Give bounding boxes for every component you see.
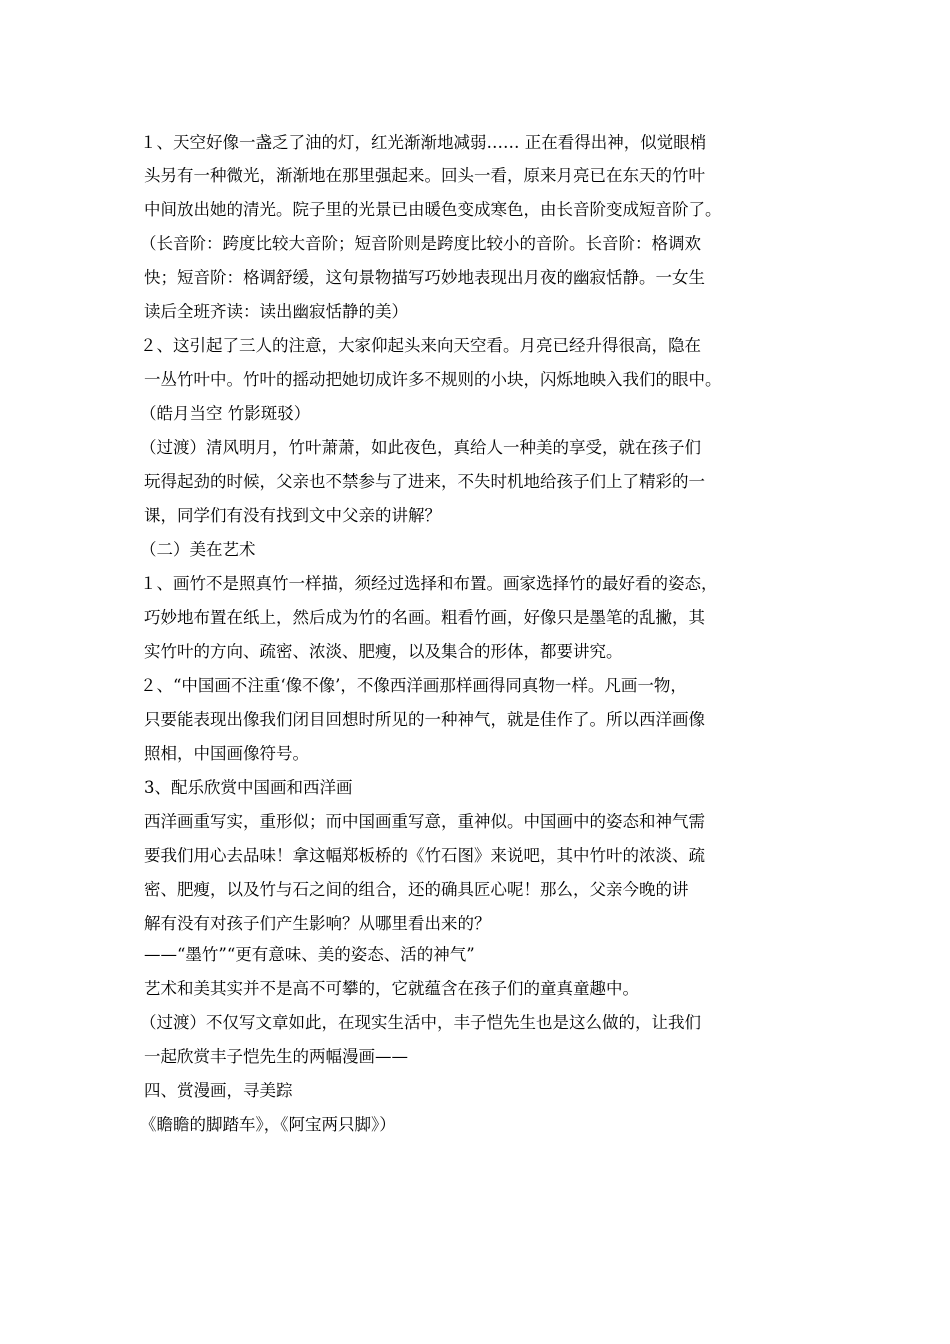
text-line: 一起欣赏丰子恺先生的两幅漫画—— (144, 1047, 408, 1066)
text-line: 艺术和美其实并不是高不可攀的，它就蕴含在孩子们的童真童趣中。 (144, 979, 639, 998)
text-line: 照相，中国画像符号。 (144, 744, 309, 763)
text-line: 实竹叶的方向、疏密、浓淡、肥瘦，以及集合的形体，都要讲究。 (144, 642, 623, 661)
text-line: 快；短音阶：格调舒缓，这句景物描写巧妙地表现出月夜的幽寂恬静。一女生 (144, 268, 705, 287)
text-line: 西洋画重写实，重形似；而中国画重写意，重神似。中国画中的姿态和神气需 (144, 812, 705, 831)
text-line: 巧妙地布置在纸上，然后成为竹的名画。粗看竹画，好像只是墨笔的乱撇，其 (144, 608, 705, 627)
text-line: ２、“中国画不注重‘像不像’，不像西洋画那样画得同真物一样。凡画一物， (140, 676, 687, 695)
text-line: （过渡）不仅写文章如此，在现实生活中，丰子恺先生也是这么做的，让我们 (140, 1013, 701, 1032)
text-line: １、画竹不是照真竹一样描，须经过选择和布置。画家选择竹的最好看的姿态， (140, 574, 718, 593)
text-line: １、天空好像一盏乏了油的灯，红光渐渐地减弱…… 正在看得出神，似觉眼梢 (140, 133, 707, 152)
text-line: 解有没有对孩子们产生影响？从哪里看出来的？ (144, 914, 491, 933)
text-line: 3、配乐欣赏中国画和西洋画 (144, 778, 353, 797)
section-heading: 四、赏漫画，寻美踪 (144, 1081, 293, 1100)
text-line: 课，同学们有没有找到文中父亲的讲解？ (144, 506, 441, 525)
text-line: 《瞻瞻的脚踏车》，《阿宝两只脚》） (140, 1115, 396, 1134)
text-line: ２、这引起了三人的注意，大家仰起头来向天空看。月亮已经升得很高，隐在 (140, 336, 701, 355)
section-heading: （二）美在艺术 (140, 540, 256, 559)
text-line: 中间放出她的清光。院子里的光景已由暖色变成寒色，由长音阶变成短音阶了。 (144, 200, 722, 219)
text-line: （皓月当空 竹影斑驳） (140, 404, 311, 423)
text-line: （长音阶：跨度比较大音阶；短音阶则是跨度比较小的音阶。长音阶：格调欢 (140, 234, 701, 253)
text-line: 一丛竹叶中。竹叶的摇动把她切成许多不规则的小块，闪烁地映入我们的眼中。 (144, 370, 722, 389)
text-line: 头另有一种微光，渐渐地在那里强起来。回头一看，原来月亮已在东天的竹叶 (144, 166, 705, 185)
text-line: 只要能表现出像我们闭目回想时所见的一种神气，就是佳作了。所以西洋画像 (144, 710, 705, 729)
text-line: ——“墨竹”“更有意味、美的姿态、活的神气” (144, 945, 475, 964)
text-line: （过渡）清风明月，竹叶萧萧，如此夜色，真给人一种美的享受，就在孩子们 (140, 438, 701, 457)
text-line: 密、肥瘦，以及竹与石之间的组合，还的确具匠心呢！那么，父亲今晚的讲 (144, 880, 689, 899)
text-line: 读后全班齐读：读出幽寂恬静的美） (144, 302, 408, 321)
text-line: 玩得起劲的时候，父亲也不禁参与了进来，不失时机地给孩子们上了精彩的一 (144, 472, 705, 491)
text-line: 要我们用心去品味！拿这幅郑板桥的《竹石图》来说吧，其中竹叶的浓淡、疏 (144, 846, 705, 865)
